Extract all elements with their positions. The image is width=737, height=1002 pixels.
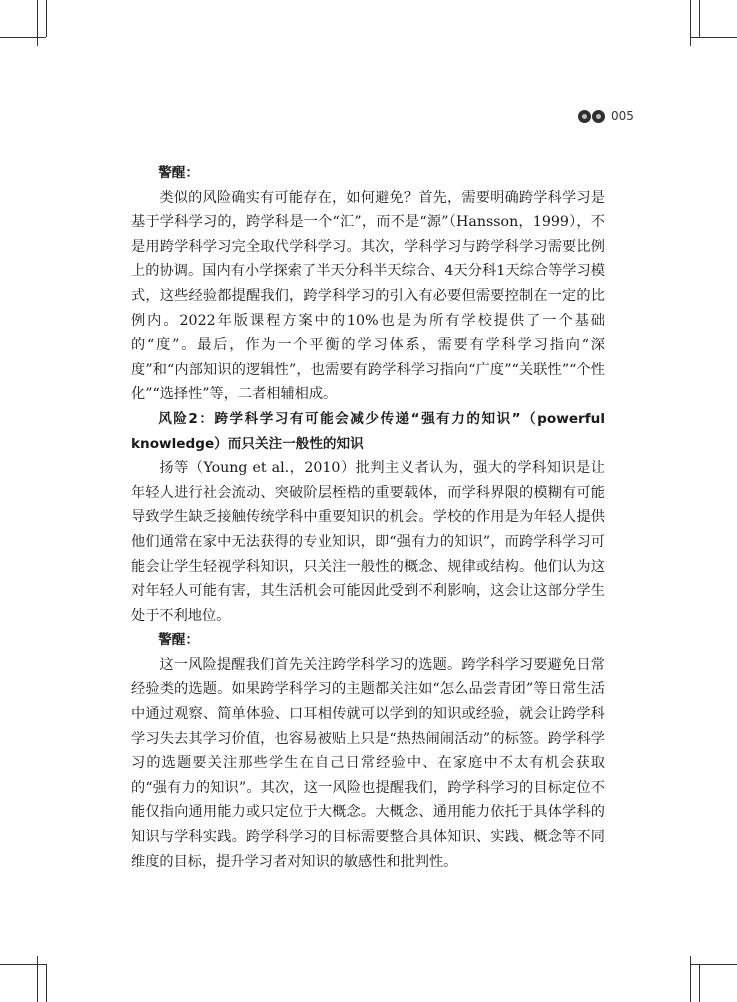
crop-mark-top-right-h	[690, 37, 737, 38]
section2-paragraph: 这一风险提醒我们首先关注跨学科学习的选题。跨学科学习要避免日常经验类的选题。如果跨学科学习的主题都关注如“怎么品尝青团”等日常生活中通过观察、简单体验、口耳相传就可以学到的知识或经验，就会让跨学科学习失去其学习价值，也容易被贴上只是“热热闹闹活动”的标签。跨学科学习的选题要关注那些学生在自己日常经验中、在家庭中不太有机会获取的“强有力的知识”。其次，这一风险也提醒我们，跨学科学习的目标定位不能仅指向通用能力或只定位于大概念。大概念、通用能力依托于具体学科的知识与学科实践。跨学科学习的目标需要整合具体知识、实践、概念等不同维度的目标，提升学习者对知识的敏感性和批判性。	[131, 656, 605, 870]
crop-mark-bottom-right-v2	[699, 964, 700, 1002]
crop-mark-bottom-left-v2	[46, 964, 47, 1002]
page-number: 005	[611, 109, 634, 123]
risk2-paragraph: 扬等（Young et al.，2010）批判主义者认为，强大的学科知识是让年轻人进行社会流动、突破阶层桎梏的重要载体，而学科界限的模糊有可能导致学生缺乏接触传统学科中重要知识的机会。学校的作用是为年轻人提供他们通常在家中无法获得的专业知识，即“强有力的知识”，而跨学科学习可能会让学生轻视学科知识，只关注一般性的概念、规律或结构。他们认为这对年轻人可能有害，其生活机会可能因此受到不利影响，这会让这部分学生处于不利地位。	[131, 460, 605, 624]
crop-mark-top-right-v2	[699, 0, 700, 37]
risk2-heading: 风险2：跨学科学习有可能会减少传递“强有力的知识”（powerful knowledge）而只关注一般性的知识	[131, 410, 605, 452]
crop-mark-bottom-right-v	[690, 956, 691, 1002]
two-circle-logo-icon	[578, 110, 605, 123]
crop-mark-bottom-left-v	[37, 956, 38, 1002]
crop-mark-bottom-right-h	[690, 964, 737, 965]
crop-mark-top-left-h	[0, 37, 46, 38]
crop-mark-top-left-v2	[46, 0, 47, 37]
section1-heading: 警醒：	[158, 165, 199, 181]
crop-mark-top-left-v	[37, 0, 38, 46]
page-content	[131, 161, 605, 874]
running-header	[578, 106, 634, 126]
crop-mark-bottom-left-h	[0, 964, 46, 965]
section2-heading: 警醒：	[158, 632, 199, 649]
section1-paragraph: 类似的风险确实有可能存在，如何避免？首先，需要明确跨学科学习是基于学科学习的，跨学科是一个“汇”，而不是“源”（Hansson，1999），不是用跨学科学习完全取代学科学习。其次，学科学习与跨学科学习需要比例上的协调。国内有小学探索了半天分科半天综合、4天分科1天综合等学习模式，这些经验都提醒我们，跨学科学习的引入有必要但需要控制在一定的比例内。2022年版课程方案中的10%也是为所有学校提供了一个基础的“度”。最后，作为一个平衡的学习体系，需要有学科学习指向“深度”和“内部知识的逻辑性”，也需要有跨学科学习指向“广度”“关联性”“个性化”“选择性”等，二者相辅相成。	[131, 189, 605, 403]
crop-mark-top-right-v	[690, 0, 691, 46]
